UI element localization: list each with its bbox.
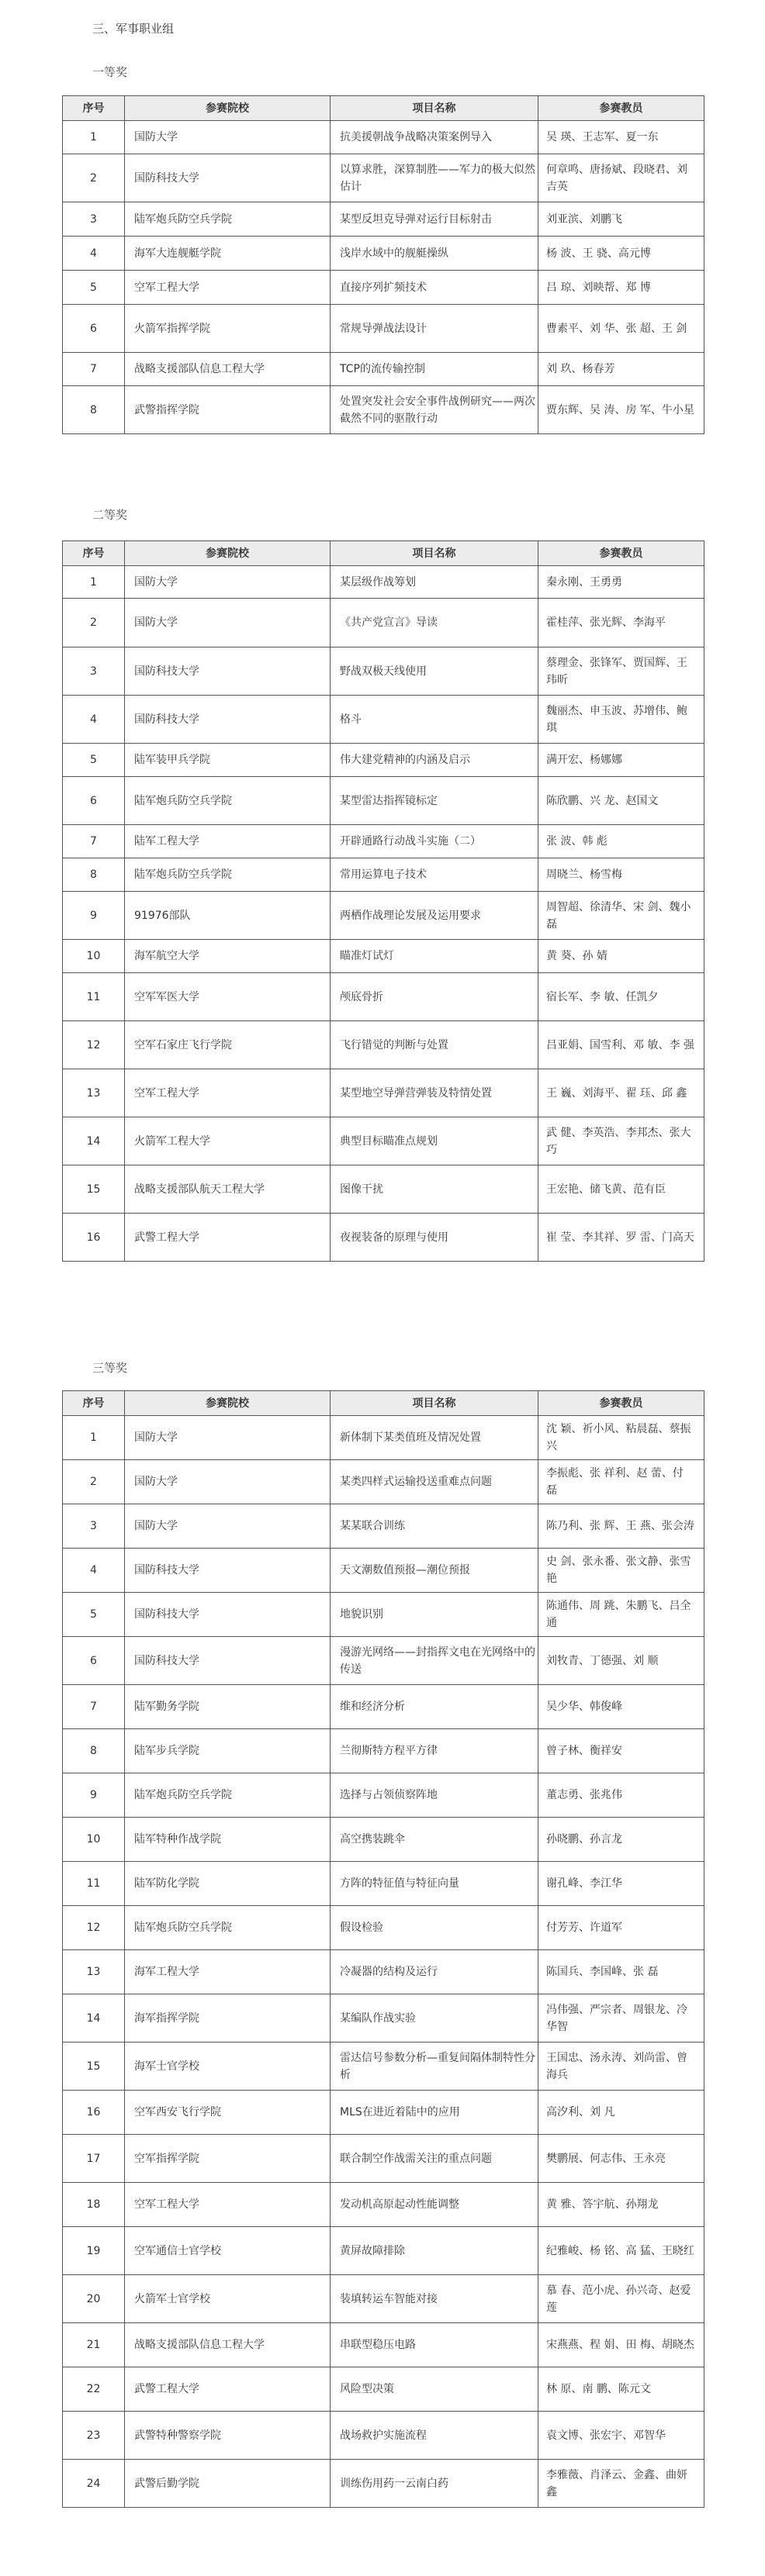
cell-project: 方阵的特征值与特征向量 (331, 1862, 538, 1906)
award-level-third: 三等奖 (92, 1361, 128, 1375)
table-header-row (63, 96, 704, 121)
cell-teachers: 何章鸣、唐扬斌、段晓君、刘吉英 (538, 154, 704, 202)
cell-index: 5 (63, 744, 125, 777)
cell-teachers: 吕亚娟、国雪利、邓 敏、李 强 (538, 1021, 704, 1069)
cell-project: 颅底骨折 (331, 973, 538, 1021)
header-teachers: 参赛教员 (538, 96, 704, 121)
cell-project: TCP的流传输控制 (331, 353, 538, 386)
cell-index: 12 (63, 1021, 125, 1069)
header-school: 参赛院校 (125, 1391, 331, 1416)
cell-index: 14 (63, 1994, 125, 2042)
table-row (63, 1818, 704, 1862)
section-heading: 三、军事职业组 (92, 22, 175, 36)
header-teachers: 参赛教员 (538, 541, 704, 566)
award-table-second (62, 540, 704, 1262)
cell-teachers: 林 原、南 鹏、陈元文 (538, 2367, 704, 2412)
cell-teachers: 付芳芳、许道军 (538, 1906, 704, 1950)
table-row (63, 1117, 704, 1165)
cell-index: 17 (63, 2135, 125, 2183)
header-index: 序号 (63, 1391, 125, 1416)
cell-project: 雷达信号参数分析—重复间隔体制特性分析 (331, 2042, 538, 2091)
cell-project: 以算求胜，深算制胜——军力的极大似然估计 (331, 154, 538, 202)
award-level-first: 一等奖 (92, 65, 128, 79)
cell-school: 国防科技大学 (125, 154, 331, 202)
cell-index: 1 (63, 121, 125, 154)
cell-project: 夜视装备的原理与使用 (331, 1214, 538, 1262)
cell-project: 漫游光网络——封指挥文电在光网络中的传送 (331, 1637, 538, 1685)
cell-teachers: 黄 雅、答宇航、孙翔龙 (538, 2183, 704, 2227)
cell-school: 国防科技大学 (125, 1549, 331, 1593)
cell-project: 浅岸水域中的舰艇操纵 (331, 237, 538, 271)
cell-index: 15 (63, 1165, 125, 1214)
cell-index: 1 (63, 566, 125, 599)
cell-teachers: 慕 春、范小虎、孙兴奇、赵爱莲 (538, 2275, 704, 2323)
cell-index: 7 (63, 353, 125, 386)
table-row (63, 1504, 704, 1549)
cell-teachers: 王 巍、刘海平、翟 珏、邱 鑫 (538, 1069, 704, 1117)
cell-teachers: 魏丽杰、申玉波、苏增伟、鲍 琪 (538, 696, 704, 744)
cell-teachers: 黄 葵、孙 婧 (538, 940, 704, 973)
cell-teachers: 曾子林、衡祥安 (538, 1729, 704, 1773)
cell-teachers: 孙晓鹏、孙言龙 (538, 1818, 704, 1862)
cell-teachers: 霍桂萍、张光辉、李海平 (538, 599, 704, 647)
cell-school: 空军指挥学院 (125, 2135, 331, 2183)
header-teachers: 参赛教员 (538, 1391, 704, 1416)
table-row (63, 1906, 704, 1950)
cell-project: 天文潮数值预报—潮位预报 (331, 1549, 538, 1593)
header-project: 项目名称 (331, 96, 538, 121)
table-row (63, 2460, 704, 2508)
cell-school: 陆军特种作战学院 (125, 1818, 331, 1862)
table-row (63, 777, 704, 825)
header-index: 序号 (63, 96, 125, 121)
cell-project: 两栖作战理论发展及运用要求 (331, 892, 538, 940)
cell-school: 空军石家庄飞行学院 (125, 1021, 331, 1069)
cell-teachers: 秦永刚、王勇勇 (538, 566, 704, 599)
cell-index: 13 (63, 1950, 125, 1994)
table-row (63, 1637, 704, 1685)
cell-index: 3 (63, 202, 125, 237)
table-row (63, 353, 704, 386)
cell-school: 陆军炮兵防空兵学院 (125, 777, 331, 825)
table-row (63, 1416, 704, 1460)
cell-project: 黄屏故障排除 (331, 2227, 538, 2275)
cell-school: 国防科技大学 (125, 696, 331, 744)
cell-project: 某层级作战筹划 (331, 566, 538, 599)
cell-school: 国防大学 (125, 1416, 331, 1460)
cell-school: 战略支援部队信息工程大学 (125, 2323, 331, 2367)
cell-project: 地貌识别 (331, 1593, 538, 1637)
cell-index: 6 (63, 777, 125, 825)
cell-project: 图像干扰 (331, 1165, 538, 1214)
cell-teachers: 纪雅峻、杨 铭、高 猛、王晓红 (538, 2227, 704, 2275)
cell-index: 8 (63, 1729, 125, 1773)
cell-school: 陆军防化学院 (125, 1862, 331, 1906)
table-row (63, 271, 704, 305)
header-school: 参赛院校 (125, 96, 331, 121)
cell-project: 选择与占领侦察阵地 (331, 1773, 538, 1818)
cell-school: 火箭军工程大学 (125, 1117, 331, 1165)
table-row (63, 892, 704, 940)
cell-index: 23 (63, 2412, 125, 2460)
table-row (63, 825, 704, 858)
cell-index: 9 (63, 892, 125, 940)
table-row (63, 2042, 704, 2091)
cell-school: 武警工程大学 (125, 1214, 331, 1262)
cell-index: 16 (63, 1214, 125, 1262)
cell-teachers: 陈通伟、周 跳、朱鹏飞、吕全通 (538, 1593, 704, 1637)
cell-index: 3 (63, 647, 125, 696)
cell-project: 某类四样式运输投送重难点问题 (331, 1460, 538, 1504)
cell-teachers: 刘亚滨、刘鹏飞 (538, 202, 704, 237)
cell-school: 陆军装甲兵学院 (125, 744, 331, 777)
cell-project: 训练伤用药一云南白药 (331, 2460, 538, 2508)
cell-teachers: 周智超、徐清华、宋 剑、魏小磊 (538, 892, 704, 940)
table-row (63, 647, 704, 696)
table-row (63, 1729, 704, 1773)
table-row (63, 1214, 704, 1262)
cell-teachers: 董志勇、张兆伟 (538, 1773, 704, 1818)
table-row (63, 2323, 704, 2367)
table-row (63, 1165, 704, 1214)
cell-project: 开辟通路行动战斗实施（二） (331, 825, 538, 858)
cell-school: 国防大学 (125, 1504, 331, 1549)
cell-school: 战略支援部队航天工程大学 (125, 1165, 331, 1214)
cell-teachers: 吴少华、韩俊峰 (538, 1685, 704, 1729)
cell-teachers: 武 健、李英浩、李邦杰、张大巧 (538, 1117, 704, 1165)
cell-school: 空军工程大学 (125, 2183, 331, 2227)
cell-school: 国防大学 (125, 121, 331, 154)
table-header-row (63, 1391, 704, 1416)
cell-index: 20 (63, 2275, 125, 2323)
table-row (63, 1460, 704, 1504)
cell-index: 7 (63, 1685, 125, 1729)
header-project: 项目名称 (331, 1391, 538, 1416)
cell-teachers: 满开宏、杨娜娜 (538, 744, 704, 777)
table-row (63, 2412, 704, 2460)
cell-teachers: 吴 瑛、王志军、夏一东 (538, 121, 704, 154)
cell-school: 国防大学 (125, 566, 331, 599)
table-row (63, 1950, 704, 1994)
cell-teachers: 李振彪、张 祥利、赵 蕾、付 磊 (538, 1460, 704, 1504)
cell-school: 陆军工程大学 (125, 825, 331, 858)
cell-teachers: 史 剑、张永番、张文静、张雪艳 (538, 1549, 704, 1593)
table-row (63, 386, 704, 434)
cell-teachers: 宿长军、李 敏、任凯夕 (538, 973, 704, 1021)
cell-project: 发动机高原起动性能调整 (331, 2183, 538, 2227)
cell-project: 某型地空导弹营弹装及特情处置 (331, 1069, 538, 1117)
table-row (63, 1773, 704, 1818)
table-row (63, 566, 704, 599)
cell-school: 陆军炮兵防空兵学院 (125, 1773, 331, 1818)
cell-school: 国防大学 (125, 1460, 331, 1504)
cell-school: 91976部队 (125, 892, 331, 940)
cell-project: 格斗 (331, 696, 538, 744)
cell-teachers: 崔 莹、李其祥、罗 雷、门高天 (538, 1214, 704, 1262)
table-row (63, 237, 704, 271)
cell-teachers: 陈国兵、李国峰、张 磊 (538, 1950, 704, 1994)
cell-index: 18 (63, 2183, 125, 2227)
cell-teachers: 高汐利、刘 凡 (538, 2091, 704, 2135)
cell-school: 国防大学 (125, 599, 331, 647)
cell-project: 常规导弹战法设计 (331, 305, 538, 353)
table-row (63, 121, 704, 154)
cell-index: 6 (63, 305, 125, 353)
award-table-first (62, 95, 704, 434)
cell-project: 某型雷达指挥镜标定 (331, 777, 538, 825)
cell-index: 1 (63, 1416, 125, 1460)
cell-index: 9 (63, 1773, 125, 1818)
cell-index: 14 (63, 1117, 125, 1165)
cell-index: 16 (63, 2091, 125, 2135)
cell-school: 武警特种警察学院 (125, 2412, 331, 2460)
cell-school: 战略支援部队信息工程大学 (125, 353, 331, 386)
cell-school: 海军航空大学 (125, 940, 331, 973)
award-table-third (62, 1390, 704, 2508)
cell-school: 火箭军指挥学院 (125, 305, 331, 353)
cell-school: 陆军炮兵防空兵学院 (125, 1906, 331, 1950)
cell-project: 某某联合训练 (331, 1504, 538, 1549)
cell-teachers: 周晓兰、杨雪梅 (538, 858, 704, 892)
cell-school: 国防科技大学 (125, 1637, 331, 1685)
cell-teachers: 王国忠、汤永涛、刘尚雷、曾海兵 (538, 2042, 704, 2091)
table-row (63, 858, 704, 892)
cell-index: 12 (63, 1906, 125, 1950)
header-project: 项目名称 (331, 541, 538, 566)
cell-project: 伟大建党精神的内涵及启示 (331, 744, 538, 777)
cell-school: 海军士官学校 (125, 2042, 331, 2091)
cell-school: 海军指挥学院 (125, 1994, 331, 2042)
cell-school: 陆军炮兵防空兵学院 (125, 858, 331, 892)
table-row (63, 599, 704, 647)
cell-index: 8 (63, 386, 125, 434)
cell-project: 联合制空作战需关注的重点问题 (331, 2135, 538, 2183)
table-header-row (63, 541, 704, 566)
table-row (63, 2091, 704, 2135)
cell-teachers: 杨 波、王 骁、高元博 (538, 237, 704, 271)
table-row (63, 154, 704, 202)
cell-project: 维和经济分析 (331, 1685, 538, 1729)
cell-project: 兰彻斯特方程平方律 (331, 1729, 538, 1773)
cell-index: 2 (63, 599, 125, 647)
cell-school: 国防科技大学 (125, 647, 331, 696)
cell-project: 直接序列扩频技术 (331, 271, 538, 305)
cell-index: 7 (63, 825, 125, 858)
cell-teachers: 谢孔峰、李江华 (538, 1862, 704, 1906)
cell-index: 19 (63, 2227, 125, 2275)
cell-school: 海军大连舰艇学院 (125, 237, 331, 271)
cell-project: 假设检验 (331, 1906, 538, 1950)
cell-teachers: 宋燕燕、程 娟、田 梅、胡晓杰 (538, 2323, 704, 2367)
cell-school: 空军通信士官学校 (125, 2227, 331, 2275)
table-row (63, 973, 704, 1021)
cell-project: 装填转运车智能对接 (331, 2275, 538, 2323)
table-row (63, 940, 704, 973)
cell-teachers: 沈 颖、祈小风、粘晨磊、蔡振兴 (538, 1416, 704, 1460)
header-school: 参赛院校 (125, 541, 331, 566)
cell-teachers: 刘牧青、丁德强、刘 顺 (538, 1637, 704, 1685)
table-row (63, 305, 704, 353)
cell-school: 武警工程大学 (125, 2367, 331, 2412)
cell-school: 武警后勤学院 (125, 2460, 331, 2508)
table-row (63, 202, 704, 237)
cell-index: 21 (63, 2323, 125, 2367)
cell-teachers: 陈欣鹏、兴 龙、赵国文 (538, 777, 704, 825)
table-row (63, 2367, 704, 2412)
cell-index: 24 (63, 2460, 125, 2508)
cell-teachers: 吕 琼、刘映帮、郑 博 (538, 271, 704, 305)
cell-index: 5 (63, 271, 125, 305)
cell-project: MLS在进近着陆中的应用 (331, 2091, 538, 2135)
cell-teachers: 李雅薇、肖泽云、金鑫、曲妍鑫 (538, 2460, 704, 2508)
cell-project: 串联型稳压电路 (331, 2323, 538, 2367)
table-row (63, 1685, 704, 1729)
cell-school: 陆军步兵学院 (125, 1729, 331, 1773)
cell-project: 处置突发社会安全事件战例研究——两次截然不同的驱散行动 (331, 386, 538, 434)
cell-teachers: 张 波、韩 彪 (538, 825, 704, 858)
cell-index: 5 (63, 1593, 125, 1637)
cell-index: 4 (63, 696, 125, 744)
table-row (63, 744, 704, 777)
cell-school: 空军西安飞行学院 (125, 2091, 331, 2135)
cell-teachers: 袁文博、张宏宇、邓智华 (538, 2412, 704, 2460)
cell-index: 6 (63, 1637, 125, 1685)
cell-index: 3 (63, 1504, 125, 1549)
cell-project: 战场救护实施流程 (331, 2412, 538, 2460)
cell-project: 抗美援朝战争战略决策案例导入 (331, 121, 538, 154)
table-row (63, 1021, 704, 1069)
cell-index: 11 (63, 1862, 125, 1906)
award-level-second: 二等奖 (92, 508, 128, 522)
cell-school: 陆军勤务学院 (125, 1685, 331, 1729)
cell-teachers: 贾东辉、吴 涛、房 军、牛小星 (538, 386, 704, 434)
cell-teachers: 蔡理金、张锋军、贾国辉、王玮昕 (538, 647, 704, 696)
cell-index: 10 (63, 1818, 125, 1862)
table-row (63, 2275, 704, 2323)
cell-project: 飞行错觉的判断与处置 (331, 1021, 538, 1069)
cell-teachers: 王宏艳、储飞黄、范有臣 (538, 1165, 704, 1214)
cell-project: 高空携装跳伞 (331, 1818, 538, 1862)
cell-school: 空军军医大学 (125, 973, 331, 1021)
cell-project: 冷凝器的结构及运行 (331, 1950, 538, 1994)
cell-project: 《共产党宣言》导读 (331, 599, 538, 647)
table-row (63, 2183, 704, 2227)
cell-school: 火箭军士官学校 (125, 2275, 331, 2323)
cell-index: 4 (63, 1549, 125, 1593)
table-row (63, 1994, 704, 2042)
cell-index: 11 (63, 973, 125, 1021)
cell-project: 瞄准灯试灯 (331, 940, 538, 973)
cell-index: 15 (63, 2042, 125, 2091)
cell-project: 某型反坦克导弹对运行目标射击 (331, 202, 538, 237)
table-row (63, 696, 704, 744)
cell-index: 10 (63, 940, 125, 973)
table-row (63, 2135, 704, 2183)
cell-index: 8 (63, 858, 125, 892)
cell-project: 常用运算电子技术 (331, 858, 538, 892)
table-row (63, 1862, 704, 1906)
cell-school: 陆军炮兵防空兵学院 (125, 202, 331, 237)
cell-index: 13 (63, 1069, 125, 1117)
cell-school: 空军工程大学 (125, 1069, 331, 1117)
table-row (63, 1549, 704, 1593)
table-row (63, 1593, 704, 1637)
cell-index: 2 (63, 154, 125, 202)
table-row (63, 1069, 704, 1117)
cell-teachers: 刘 玖、杨春芳 (538, 353, 704, 386)
cell-project: 典型目标瞄准点规划 (331, 1117, 538, 1165)
cell-project: 风险型决策 (331, 2367, 538, 2412)
cell-school: 武警指挥学院 (125, 386, 331, 434)
cell-teachers: 陈乃利、张 辉、王 燕、张会涛 (538, 1504, 704, 1549)
cell-index: 22 (63, 2367, 125, 2412)
cell-project: 新体制下某类值班及情况处置 (331, 1416, 538, 1460)
table-row (63, 2227, 704, 2275)
cell-school: 空军工程大学 (125, 271, 331, 305)
cell-school: 国防科技大学 (125, 1593, 331, 1637)
cell-teachers: 曹素平、刘 华、张 超、王 剑 (538, 305, 704, 353)
cell-index: 4 (63, 237, 125, 271)
cell-project: 某编队作战实验 (331, 1994, 538, 2042)
cell-project: 野战双极天线使用 (331, 647, 538, 696)
cell-teachers: 樊鹏展、何志伟、王永亮 (538, 2135, 704, 2183)
cell-index: 2 (63, 1460, 125, 1504)
cell-school: 海军工程大学 (125, 1950, 331, 1994)
header-index: 序号 (63, 541, 125, 566)
cell-teachers: 冯伟强、严宗者、周银龙、冷华智 (538, 1994, 704, 2042)
